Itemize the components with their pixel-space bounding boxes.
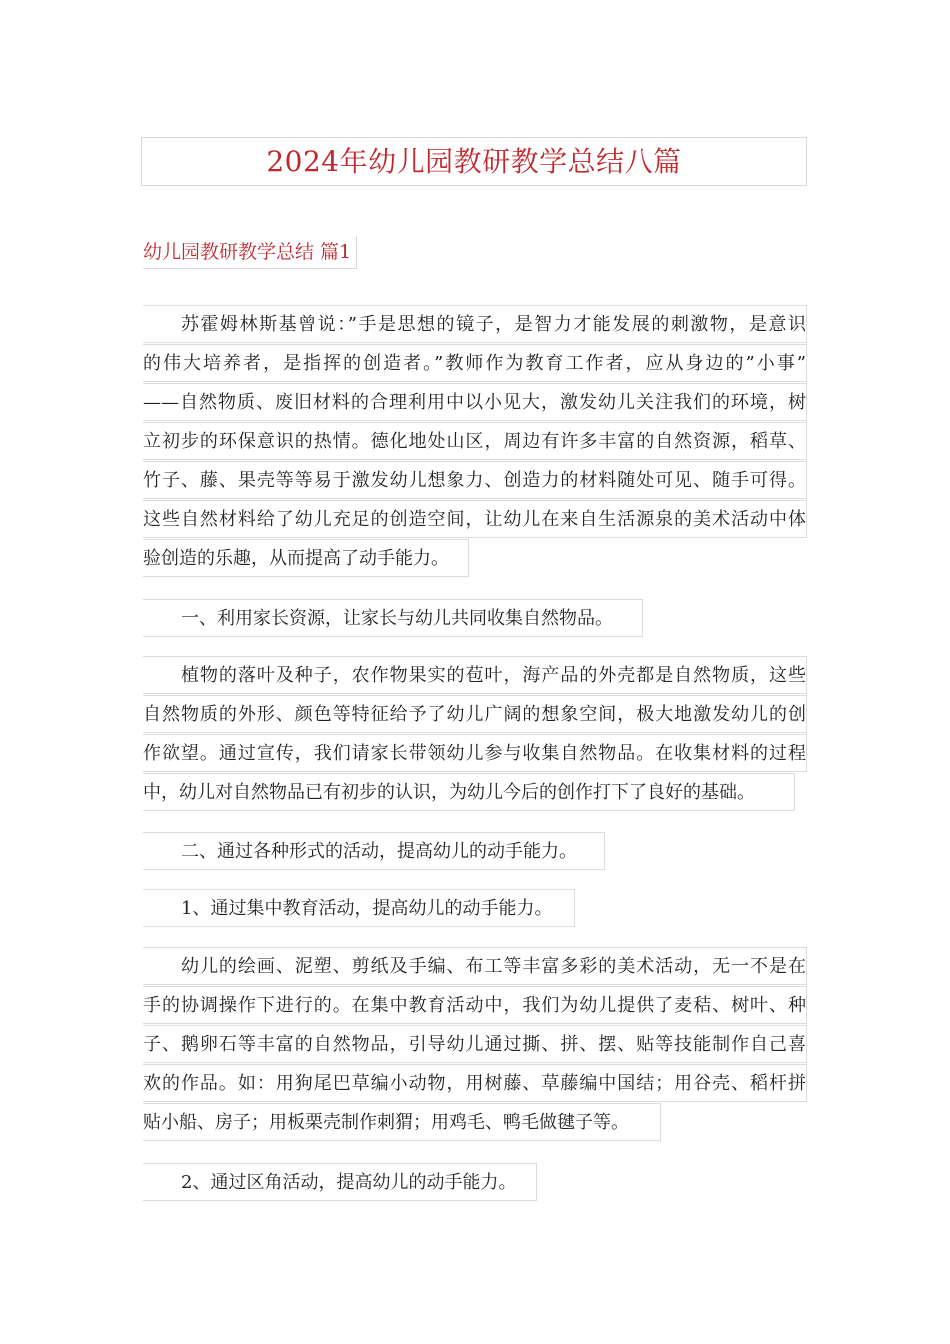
paragraph-line: 植物的落叶及种子，农作物果实的苞叶，海产品的外壳都是自然物质，这些 — [143, 656, 807, 694]
paragraph-line: 子、鹅卵石等丰富的自然物品，引导幼儿通过撕、拼、摆、贴等技能制作自己喜 — [143, 1025, 807, 1063]
paragraph-line: 中，幼儿对自然物品已有初步的认识，为幼儿今后的创作打下了良好的基础。 — [143, 773, 795, 811]
paragraph-line: 竹子、藤、果壳等等易于激发幼儿想象力、创造力的材料随处可见、随手可得。 — [143, 461, 807, 499]
section-heading: 幼儿园教研教学总结 篇1 — [143, 236, 357, 269]
subheading: 1、通过集中教育活动，提高幼儿的动手能力。 — [143, 889, 575, 927]
paragraph-line: 的伟大培养者，是指挥的创造者。”教师作为教育工作者，应从身边的”小事” — [143, 344, 807, 382]
subheading: 一、利用家长资源，让家长与幼儿共同收集自然物品。 — [143, 599, 643, 637]
document-title: 2024年幼儿园教研教学总结八篇 — [266, 145, 682, 178]
paragraph-line: 立初步的环保意识的热情。德化地处山区，周边有许多丰富的自然资源，稻草、 — [143, 422, 807, 460]
paragraph-line: 验创造的乐趣，从而提高了动手能力。 — [143, 539, 469, 577]
paragraph-line: 幼儿的绘画、泥塑、剪纸及手编、布工等丰富多彩的美术活动，无一不是在 — [143, 947, 807, 985]
subheading: 二、通过各种形式的活动，提高幼儿的动手能力。 — [143, 832, 605, 870]
paragraph-line: 这些自然材料给了幼儿充足的创造空间，让幼儿在来自生活源泉的美术活动中体 — [143, 500, 807, 538]
paragraph-line: 自然物质的外形、颜色等特征给予了幼儿广阔的想象空间，极大地激发幼儿的创 — [143, 695, 807, 733]
paragraph-line: 贴小船、房子；用板栗壳制作刺猬；用鸡毛、鸭毛做毽子等。 — [143, 1103, 661, 1141]
subheading: 2、通过区角活动，提高幼儿的动手能力。 — [143, 1163, 537, 1201]
title-box — [141, 137, 807, 186]
paragraph-line: ——自然物质、废旧材料的合理利用中以小见大，激发幼儿关注我们的环境，树 — [143, 383, 807, 421]
paragraph-line: 手的协调操作下进行的。在集中教育活动中，我们为幼儿提供了麦秸、树叶、种 — [143, 986, 807, 1024]
paragraph-line: 欢的作品。如：用狗尾巴草编小动物，用树藤、草藤编中国结；用谷壳、稻杆拼 — [143, 1064, 807, 1102]
paragraph-line: 作欲望。通过宣传，我们请家长带领幼儿参与收集自然物品。在收集材料的过程 — [143, 734, 807, 772]
paragraph-line: 苏霍姆林斯基曾说：”手是思想的镜子，是智力才能发展的刺激物，是意识 — [143, 305, 807, 343]
